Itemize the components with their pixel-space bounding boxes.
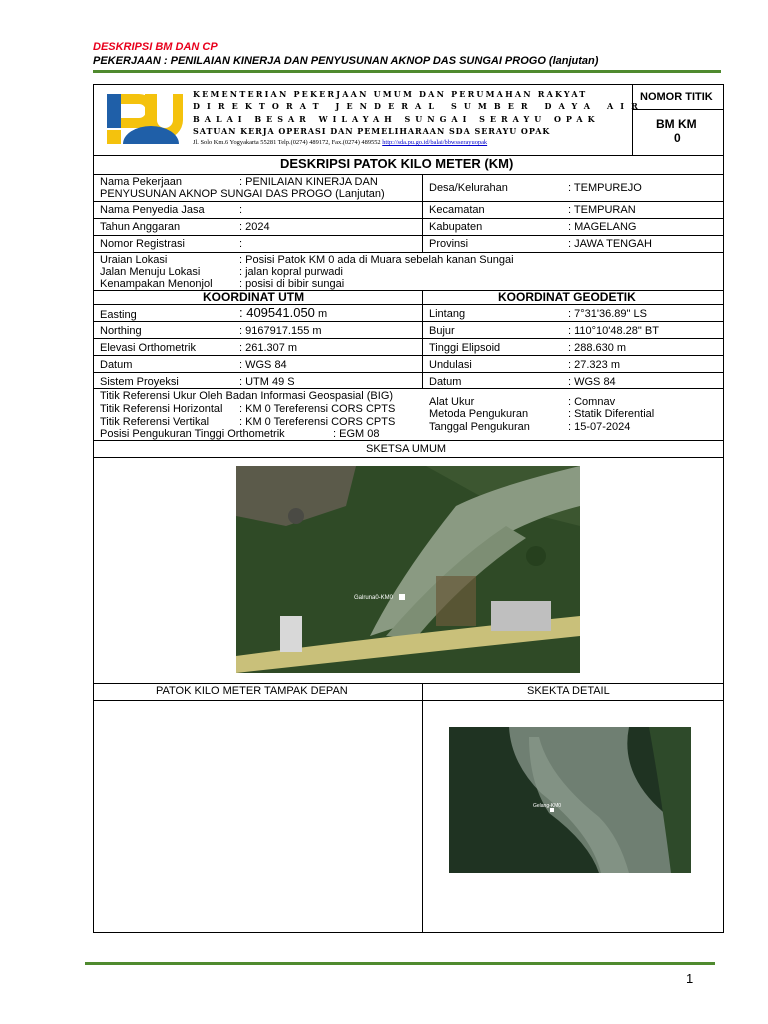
referensi-title: Titik Referensi Ukur Oleh Badan Informasi Geospasial (BIG) xyxy=(100,390,394,402)
kenampakan-value: : posisi di bibir sungai xyxy=(239,278,345,290)
utm-datum-label: Datum xyxy=(100,359,133,371)
utm-datum-value: : WGS 84 xyxy=(239,359,287,371)
jalan-label: Jalan Menuju Lokasi xyxy=(100,266,201,278)
tahun-value: : 2024 xyxy=(239,221,270,233)
rule-218 xyxy=(93,218,724,219)
rule-201 xyxy=(93,201,724,202)
geodetik-datum-label: Datum xyxy=(429,376,462,388)
kecamatan-value: : TEMPURAN xyxy=(568,204,636,216)
nama-pekerjaan-value-1: : PENILAIAN KINERJA DAN xyxy=(239,176,378,188)
metoda-value: : Statik Diferential xyxy=(568,408,655,420)
ref-vertikal-label: Titik Referensi Vertikal xyxy=(100,416,210,428)
penyedia-label: Nama Penyedia Jasa xyxy=(100,204,205,216)
rule-683 xyxy=(93,683,724,684)
desa-value: : TEMPUREJO xyxy=(568,182,642,194)
nomor-titik-value-2: 0 xyxy=(674,131,681,145)
rule-338 xyxy=(93,338,724,339)
kabupaten-label: Kabupaten xyxy=(429,221,483,233)
lintang-label: Lintang xyxy=(429,308,466,320)
kop-balai: BALAI BESAR WILAYAH SUNGAI SERAYU OPAK xyxy=(193,114,600,124)
sketsa-detail-map-label: Gelang-KM0 xyxy=(533,803,562,809)
provinsi-label: Provinsi xyxy=(429,238,469,250)
rule-252 xyxy=(93,252,724,253)
rule-700 xyxy=(93,700,724,701)
vline-bottom xyxy=(422,683,423,933)
uraian-label: Uraian Lokasi xyxy=(100,254,168,266)
northing-label: Northing xyxy=(100,325,142,337)
lintang-value: : 7°31'36.89" LS xyxy=(568,308,647,320)
bujur-label: Bujur xyxy=(429,325,455,337)
kop-address: Jl. Solo Km.6 Yogyakarta 55281 Telp.(0274) 489172, Fax.(0274) 489552 http://sda.pu.go.id/balai/bbwsserayuopak xyxy=(193,139,488,146)
proyeksi-value: : UTM 49 S xyxy=(239,376,295,388)
document-title: DESKRIPSI BM DAN CP xyxy=(93,41,218,53)
rule-388 xyxy=(93,388,724,389)
sketsa-umum-map-label: Galruna0-KM0 xyxy=(354,595,394,601)
header-rule xyxy=(93,70,721,73)
posisi-label: Posisi Pengukuran Tinggi Orthometrik xyxy=(100,428,285,440)
nomor-titik-divider xyxy=(632,109,724,110)
easting-value: : 409541.050 m xyxy=(239,305,328,320)
bujur-value: : 110°10'48.28" BT xyxy=(568,325,659,337)
posisi-value: : EGM 08 xyxy=(333,428,380,440)
geodetik-datum-value: : WGS 84 xyxy=(568,376,616,388)
sketsa-umum-title: SKETSA UMUM xyxy=(366,443,447,455)
rule-174 xyxy=(93,174,724,175)
document-subtitle: PEKERJAAN : PENILAIAN KINERJA DAN PENYUSUNAN AKNOP DAS SUNGAI PROGO (lanjutan) xyxy=(93,55,599,67)
rule-372 xyxy=(93,372,724,373)
elevasi-value: : 261.307 m xyxy=(239,342,298,354)
registrasi-label: Nomor Registrasi xyxy=(100,238,185,250)
kecamatan-label: Kecamatan xyxy=(429,204,485,216)
kenampakan-label: Kenampakan Menonjol xyxy=(100,278,213,290)
tinggi-value: : 288.630 m xyxy=(568,342,627,354)
northing-value: : 9167917.155 m xyxy=(239,325,322,337)
kop-satker: SATUAN KERJA OPERASI DAN PEMELIHARAAN SDA SERAYU OPAK xyxy=(193,126,551,136)
undulasi-value: : 27.323 m xyxy=(568,359,620,371)
rule-355 xyxy=(93,355,724,356)
footer-rule xyxy=(85,962,715,965)
alat-label: Alat Ukur xyxy=(429,396,475,408)
ref-vertikal-value: : KM 0 Tereferensi CORS CPTS xyxy=(239,416,396,428)
jalan-value: : jalan kopral purwadi xyxy=(239,266,343,278)
nama-pekerjaan-label: Nama Pekerjaan xyxy=(100,176,182,188)
utm-title: KOORDINAT UTM xyxy=(203,290,305,304)
uraian-value: : Posisi Patok KM 0 ada di Muara sebelah kanan Sungai xyxy=(239,254,514,266)
rule-440 xyxy=(93,440,724,441)
provinsi-value: : JAWA TENGAH xyxy=(568,238,652,250)
rule-235 xyxy=(93,235,724,236)
elevasi-label: Elevasi Orthometrik xyxy=(100,342,196,354)
kabupaten-value: : MAGELANG xyxy=(568,221,637,233)
tampak-depan-title: PATOK KILO METER TAMPAK DEPAN xyxy=(156,685,348,697)
ref-horizontal-value: : KM 0 Tereferensi CORS CPTS xyxy=(239,403,396,415)
kop-ministry: KEMENTERIAN PEKERJAAN UMUM DAN PERUMAHAN RAKYAT xyxy=(193,89,588,99)
proyeksi-label: Sistem Proyeksi xyxy=(100,376,179,388)
section-title: DESKRIPSI PATOK KILO METER (KM) xyxy=(280,156,514,171)
sketsa-detail-title: SKEKTA DETAIL xyxy=(527,685,610,697)
registrasi-value: : xyxy=(239,238,243,250)
vline-info xyxy=(422,174,423,252)
ref-horizontal-label: Titik Referensi Horizontal xyxy=(100,403,223,415)
rule-321 xyxy=(93,321,724,322)
sketsa-umum-map xyxy=(236,466,580,673)
easting-label: Easting xyxy=(100,309,137,321)
kop-directorate: DIREKTORAT JENDERAL SUMBER DAYA AIR xyxy=(193,101,645,111)
rule-304 xyxy=(93,304,724,305)
nomor-titik-value-1: BM KM xyxy=(656,117,697,131)
nomor-titik-label: NOMOR TITIK xyxy=(640,91,713,103)
undulasi-label: Undulasi xyxy=(429,359,472,371)
pu-logo-icon xyxy=(99,88,184,150)
tanggal-value: : 15-07-2024 xyxy=(568,421,631,433)
tahun-label: Tahun Anggaran xyxy=(100,221,181,233)
kop-website-link[interactable]: http://sda.pu.go.id/balai/bbwsserayuopak xyxy=(382,139,488,146)
alat-value: : Comnav xyxy=(568,396,616,408)
penyedia-value: : xyxy=(239,204,243,216)
tanggal-label: Tanggal Pengukuran xyxy=(429,421,530,433)
nama-pekerjaan-value-2: PENYUSUNAN AKNOP SUNGAI DAS PROGO (Lanjutan) xyxy=(100,188,385,200)
rule-457 xyxy=(93,457,724,458)
metoda-label: Metoda Pengukuran xyxy=(429,408,529,420)
sketsa-detail-map xyxy=(449,727,691,873)
desa-label: Desa/Kelurahan xyxy=(429,182,508,194)
tinggi-label: Tinggi Elipsoid xyxy=(429,342,501,354)
page-number: 1 xyxy=(686,971,694,986)
geodetik-title: KOORDINAT GEODETIK xyxy=(498,290,636,304)
